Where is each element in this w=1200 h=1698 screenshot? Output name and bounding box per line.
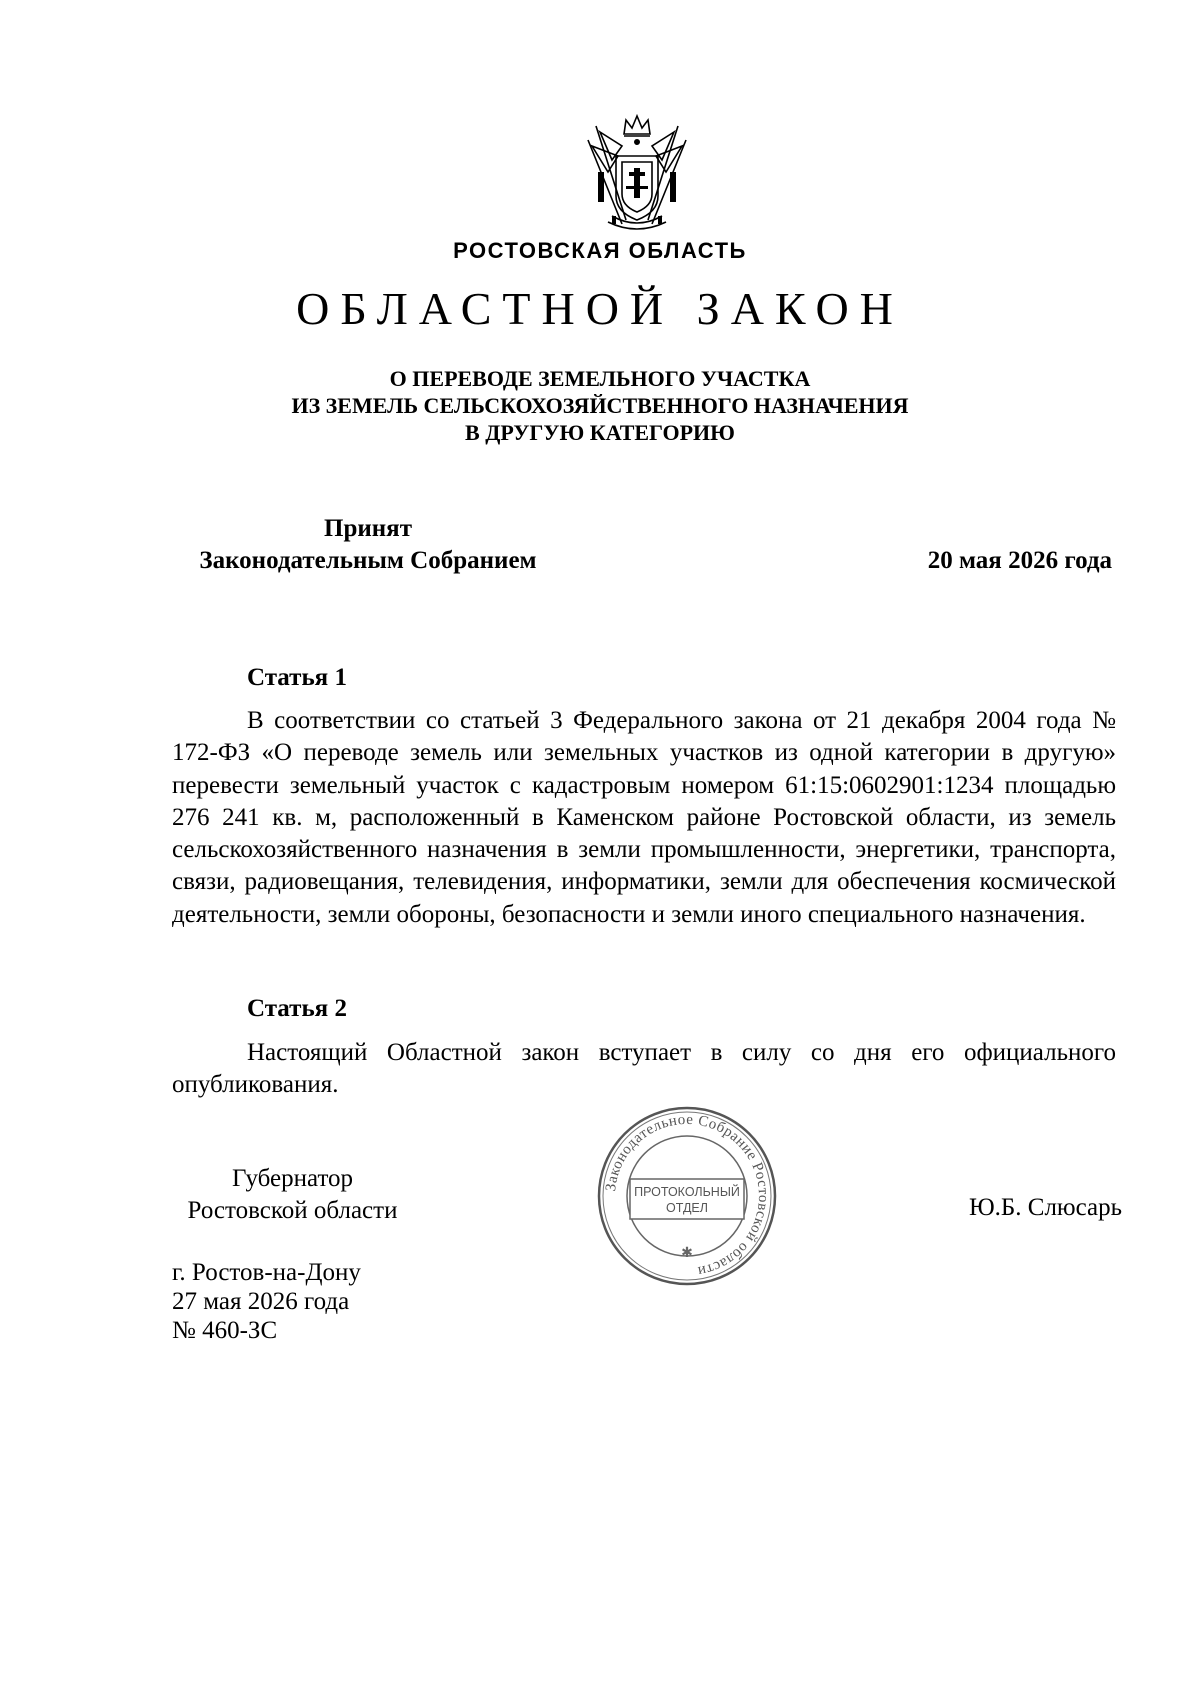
article-2-text: Настоящий Областной закон вступает в силу со дня его официального опубликования. xyxy=(172,1039,1116,1099)
place-date-number xyxy=(172,1258,361,1345)
svg-text:✱: ✱ xyxy=(681,1245,693,1261)
adoption-date: 20 мая 2026 года xyxy=(927,547,1112,574)
signatory-name: Ю.Б. Слюсарь xyxy=(968,1194,1122,1221)
place-date: 27 мая 2026 года xyxy=(172,1288,350,1315)
adoption-label xyxy=(168,513,568,577)
article-2-heading: Статья 2 xyxy=(247,995,347,1022)
signatory-position-line: Ростовской области xyxy=(187,1197,398,1224)
signatory-position-line: Губернатор xyxy=(231,1165,354,1192)
official-seal-stamp xyxy=(596,1105,778,1287)
seal-inner-line: ПРОТОКОЛЬНЫЙ xyxy=(634,1185,740,1199)
law-title-line: В ДРУГУЮ КАТЕГОРИЮ xyxy=(465,420,735,445)
article-1-heading: Статья 1 xyxy=(247,664,347,691)
law-title xyxy=(0,365,1200,446)
law-title-line: ИЗ ЗЕМЕЛЬ СЕЛЬСКОХОЗЯЙСТВЕННОГО НАЗНАЧЕНИЯ xyxy=(291,393,909,418)
signatory-position xyxy=(170,1163,415,1227)
seal-outer-text: Законодательное Собрание Ростовской области xyxy=(603,1111,772,1280)
law-title-line: О ПЕРЕВОДЕ ЗЕМЕЛЬНОГО УЧАСТКА xyxy=(389,366,811,391)
adoption-label-line: Принят xyxy=(324,515,412,542)
region-name: РОСТОВСКАЯ ОБЛАСТЬ xyxy=(453,238,747,263)
coat-of-arms-icon xyxy=(582,112,692,236)
seal-inner-line: ОТДЕЛ xyxy=(666,1201,708,1215)
law-number: № 460-ЗС xyxy=(172,1317,278,1344)
adoption-label-line: Законодательным Собранием xyxy=(199,547,537,574)
law-type-heading: ОБЛАСТНОЙ ЗАКОН xyxy=(296,283,904,334)
article-1-text: В соответствии со статьей 3 Федерального закона от 21 декабря 2004 года № 172-ФЗ «О переводе земель или земельных участков из одной категории в другую» перевести земельный участок с кадастровым номером 61:15:0602901:1234 площадью 276 241 кв. м, расположенный в Каменском районе Ростовской области, из земель сельскохозяйственного назначения в земли промышленности, энергетики, транспорта, связи, радиовещания, телевидения, информатики, земли для обеспечения космической деятельности, земли обороны, безопасности и земли иного специального назначения. xyxy=(172,707,1116,928)
place-city: г. Ростов-на-Дону xyxy=(172,1259,361,1286)
